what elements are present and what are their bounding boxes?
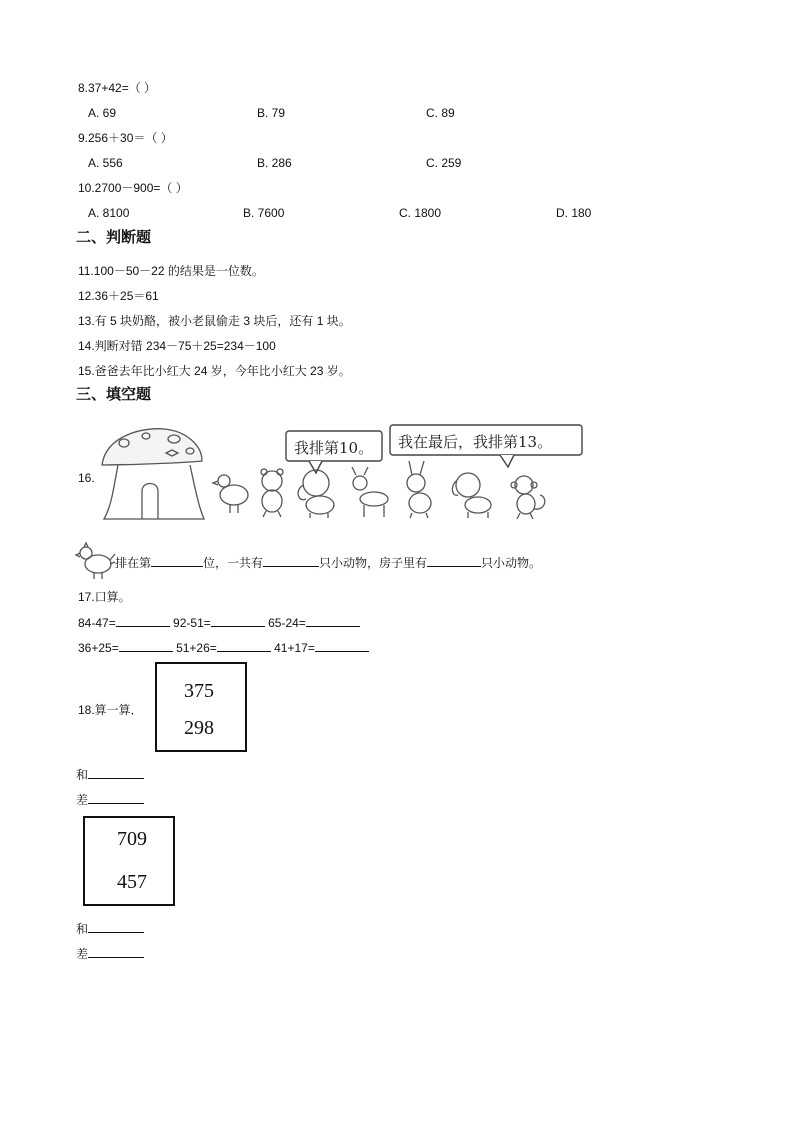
- speech-bubble-2-text: 我在最后，我排第13。: [398, 433, 553, 451]
- q17-expr-3: 65-24=: [268, 616, 306, 630]
- q17-expr-6: 41+17=: [274, 641, 315, 655]
- hen-small-icon: [76, 542, 116, 580]
- q10-option-b: B. 7600: [243, 206, 285, 220]
- deer-icon: [352, 467, 388, 517]
- q16-blank-house[interactable]: [427, 554, 481, 567]
- rabbit-icon: [407, 461, 431, 518]
- q10-option-d: D. 180: [556, 206, 592, 220]
- mushroom-house-icon: [102, 429, 204, 519]
- q17-expr-1: 84-47=: [78, 616, 116, 630]
- q17-answer-4[interactable]: [119, 639, 173, 652]
- q16-blank-total[interactable]: [263, 554, 319, 567]
- q8-option-b: B. 79: [257, 106, 286, 120]
- panda-icon: [261, 469, 283, 517]
- question-13: 13.有 5 块奶酪，被小老鼠偷走 3 块后，还有 1 块。: [78, 314, 351, 328]
- question-15: 15.爸爸去年比小红大 24 岁，今年比小红大 23 岁。: [78, 364, 351, 378]
- q16-text-3: 只小动物，房子里有: [319, 556, 428, 570]
- q17-expr-2: 92-51=: [173, 616, 211, 630]
- q9-option-b: B. 286: [257, 156, 292, 170]
- q17-answer-3[interactable]: [306, 614, 360, 627]
- q16-blank-position[interactable]: [151, 554, 203, 567]
- q17-answer-2[interactable]: [211, 614, 265, 627]
- q17-expr-4: 36+25=: [78, 641, 119, 655]
- q8-option-a: A. 69: [88, 106, 117, 120]
- box1-number-2: 298: [184, 717, 214, 739]
- box2-sum-answer[interactable]: [88, 920, 144, 933]
- dog-icon: [452, 473, 491, 518]
- speech-bubble-1-text: 我排第10。: [294, 439, 374, 457]
- box2-diff-line: [76, 945, 144, 962]
- elephant-icon: [298, 470, 334, 518]
- speech-bubble-2: [390, 425, 582, 467]
- q16-text-1: 排在第: [115, 556, 152, 570]
- question-9: 9.256＋30＝（ ）: [78, 131, 173, 145]
- box1-sum-answer[interactable]: [88, 766, 144, 779]
- q17-answer-6[interactable]: [315, 639, 369, 652]
- section-fill-blank-title: 三、填空题: [76, 386, 152, 403]
- box1-sum-line: [76, 766, 144, 783]
- q17-answer-5[interactable]: [217, 639, 271, 652]
- number-box-2: [83, 816, 175, 906]
- box1-diff-line: [76, 791, 144, 808]
- monkey-icon: [511, 476, 545, 519]
- question-12: 12.36＋25＝61: [78, 289, 159, 303]
- section-judgement-title: 二、判断题: [76, 229, 152, 246]
- q17-row-1: [78, 614, 360, 631]
- q8-option-c: C. 89: [426, 106, 455, 120]
- q17-answer-1[interactable]: [116, 614, 170, 627]
- q10-option-a: A. 8100: [88, 206, 130, 220]
- box1-diff-answer[interactable]: [88, 791, 144, 804]
- box1-number-1: 375: [184, 680, 214, 702]
- question-17-title: 17.口算。: [78, 590, 131, 604]
- q16-text-4: 只小动物。: [481, 556, 542, 570]
- question-14: 14.判断对错 234－75＋25=234－100: [78, 339, 276, 353]
- q16-text-2: 位，一共有: [203, 556, 264, 570]
- box2-sum-line: [76, 920, 144, 937]
- box2-diff-answer[interactable]: [88, 945, 144, 958]
- q10-option-c: C. 1800: [399, 206, 442, 220]
- speech-bubble-1: [286, 431, 382, 473]
- q17-expr-5: 51+26=: [176, 641, 217, 655]
- question-10: 10.2700－900=（ ）: [78, 181, 188, 195]
- box2-sum-label: 和: [76, 922, 89, 936]
- question-16-number: 16.: [78, 471, 95, 485]
- box1-sum-label: 和: [76, 768, 89, 782]
- box1-diff-label: 差: [76, 793, 89, 807]
- q9-option-c: C. 259: [426, 156, 462, 170]
- box2-diff-label: 差: [76, 947, 89, 961]
- box2-number-2: 457: [117, 871, 147, 893]
- number-box-1: [155, 662, 247, 752]
- box2-number-1: 709: [117, 828, 147, 850]
- question-16-sentence: [115, 554, 541, 571]
- q17-row-2: [78, 639, 369, 656]
- hen-icon: [213, 475, 248, 513]
- q9-option-a: A. 556: [88, 156, 123, 170]
- question-8: 8.37+42=（ ）: [78, 81, 157, 95]
- animal-queue-illustration: [94, 425, 574, 525]
- question-11: 11.100－50－22 的结果是一位数。: [78, 264, 264, 278]
- question-18-title: 18.算一算．: [78, 703, 143, 717]
